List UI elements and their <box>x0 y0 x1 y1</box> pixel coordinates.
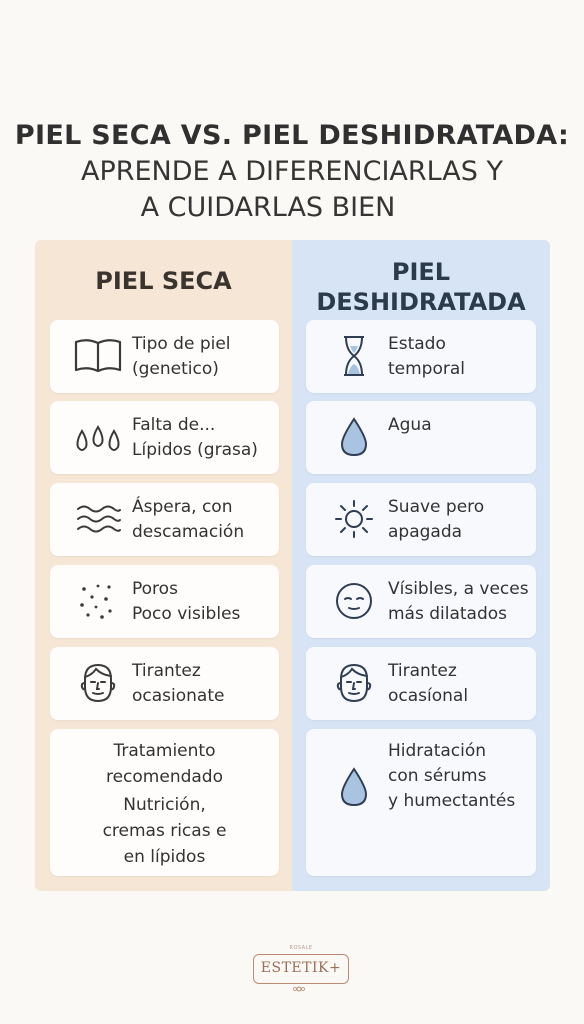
waves-icon <box>70 491 126 547</box>
card-line: ocasionate <box>132 686 225 706</box>
treatment-text <box>388 739 530 814</box>
water-drop-icon <box>326 759 382 815</box>
card-line: Tirantez <box>388 661 457 681</box>
card-text <box>388 495 530 545</box>
card-agua <box>306 401 536 474</box>
sun-icon <box>326 491 382 547</box>
card-text <box>132 659 273 709</box>
treatment-text <box>50 738 279 870</box>
card-line: Lípidos (grasa) <box>132 440 258 460</box>
treatment-line: y humectantés <box>388 791 516 811</box>
card-line: Vísibles, a veces <box>388 579 529 599</box>
treatment-line: Tratamiento <box>113 741 216 761</box>
card-line: Falta de... <box>132 415 216 435</box>
card-text <box>132 577 273 627</box>
dots-icon <box>70 573 126 629</box>
card-tirantez-ocasional <box>306 647 536 720</box>
treatment-line: cremas ricas e <box>102 821 227 841</box>
comparison-board <box>35 240 550 891</box>
column-piel-deshidratada <box>292 240 550 891</box>
card-text <box>132 413 273 463</box>
card-poros <box>50 565 279 638</box>
treatment-line: Nutrición, <box>123 795 206 815</box>
card-text <box>132 495 273 545</box>
column-heading-piel-seca <box>35 266 292 296</box>
card-falta-lipidos <box>50 401 279 474</box>
card-tratamiento-deshidratada <box>306 729 536 876</box>
card-aspera <box>50 483 279 556</box>
water-drop-icon <box>326 409 382 465</box>
card-line: Poros <box>132 579 178 599</box>
column-heading-piel-deshidratada <box>292 257 550 317</box>
face-icon <box>70 655 126 711</box>
card-line: Agua <box>388 415 432 435</box>
card-estado-temporal <box>306 320 536 393</box>
title-line-3: A CUIDARLAS BIEN <box>140 192 396 223</box>
logo-name: ESTETIK+ <box>260 960 342 976</box>
calm-face-icon <box>326 573 382 629</box>
card-text <box>388 332 530 382</box>
title-line-1: PIEL SECA VS. PIEL DESHIDRATADA: <box>14 120 570 151</box>
card-line: Tirantez <box>132 661 201 681</box>
face-icon <box>326 655 382 711</box>
card-line: Estado <box>388 334 446 354</box>
heading-text: DESHIDRATADA <box>316 288 526 316</box>
card-text <box>132 332 273 382</box>
card-line: más dilatados <box>388 604 508 624</box>
brand-logo <box>253 945 349 984</box>
card-tirantez <box>50 647 279 720</box>
treatment-line: Hidratación <box>388 741 487 761</box>
card-line: temporal <box>388 359 466 379</box>
card-tratamiento-seca <box>50 729 279 876</box>
card-line: ocasíonal <box>388 686 469 706</box>
book-icon <box>70 328 126 384</box>
card-line: Áspera, con <box>132 497 233 517</box>
card-tipo-de-piel <box>50 320 279 393</box>
card-text <box>388 577 530 627</box>
card-line: Tipo de piel <box>132 334 231 354</box>
treatment-line: con sérums <box>388 766 487 786</box>
drops-icon <box>70 409 126 465</box>
card-line: apagada <box>388 522 463 542</box>
logo-small-text: ROSALE <box>289 945 313 951</box>
card-line: descamación <box>132 522 245 542</box>
card-suave-apagada <box>306 483 536 556</box>
heading-text: PIEL <box>391 258 451 286</box>
card-visibles <box>306 565 536 638</box>
card-text <box>388 413 530 438</box>
card-line: (genetico) <box>132 359 219 379</box>
title-line-2: APRENDE A DIFERENCIARLAS Y <box>80 156 503 187</box>
heading-text: PIEL SECA <box>95 267 232 295</box>
flower-icon <box>292 984 306 994</box>
treatment-line: en lípidos <box>123 847 206 867</box>
treatment-line: recomendado <box>105 767 224 787</box>
page-title <box>0 118 584 226</box>
card-line: Suave pero <box>388 497 485 517</box>
hourglass-icon <box>326 328 382 384</box>
card-text <box>388 659 530 709</box>
card-line: Poco visibles <box>132 604 241 624</box>
column-piel-seca <box>35 240 292 891</box>
